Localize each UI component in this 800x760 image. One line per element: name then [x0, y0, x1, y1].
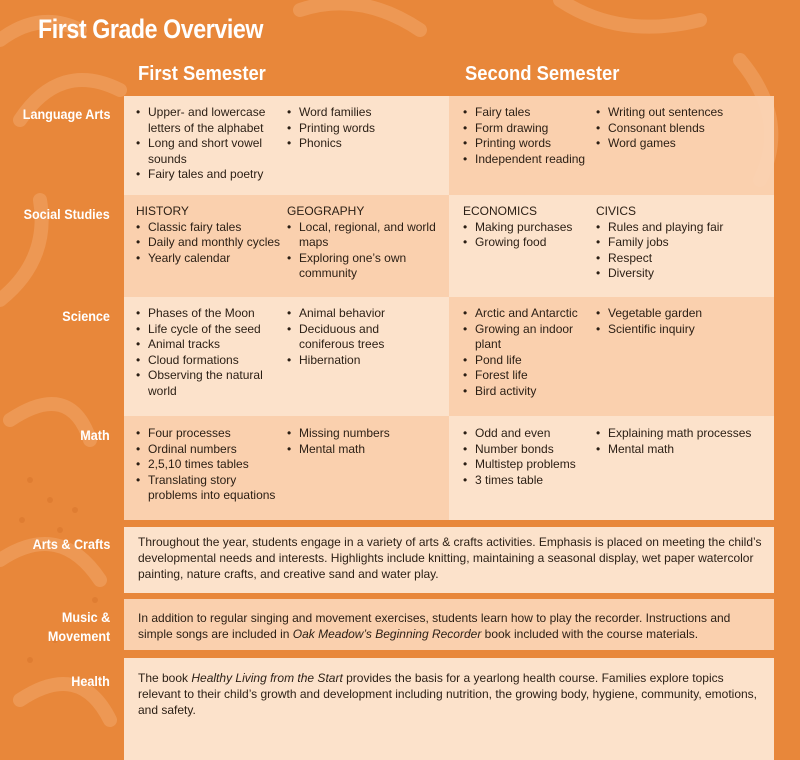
list-item: • Scientific inquiry — [596, 322, 766, 338]
list-item: • Growing food — [463, 235, 598, 251]
list-item: • Printing words — [287, 121, 437, 137]
science-s2-col2 — [596, 306, 766, 337]
row-label-math: Math — [80, 427, 110, 443]
list-item: • Long and short vowel sounds — [136, 136, 281, 167]
list-item: • Growing an indoor plant — [463, 322, 598, 353]
list-item: • Translating story problems into equations — [136, 473, 281, 504]
list-item: • Exploring one’s own community — [287, 251, 437, 282]
social-studies-s1-col2 — [287, 204, 437, 282]
list-item: • Mental math — [287, 442, 437, 458]
list-item: • Multistep problems — [463, 457, 598, 473]
list-item: • Explaining math processes — [596, 426, 766, 442]
list-item: • 2,5,10 times tables — [136, 457, 281, 473]
science-s1-col2 — [287, 306, 437, 368]
language-arts-s2-col1 — [463, 105, 598, 167]
list-item: • Four processes — [136, 426, 281, 442]
social-studies-s2-col2 — [596, 204, 766, 282]
list-item: • Upper- and lowercase letters of the alphabet — [136, 105, 281, 136]
science-s2-col1 — [463, 306, 598, 399]
list-item: • Local, regional, and world maps — [287, 220, 437, 251]
list-item: • Respect — [596, 251, 766, 267]
social-studies-s2-col1 — [463, 204, 598, 251]
list-item: • Hibernation — [287, 353, 437, 369]
list-item: • Word games — [596, 136, 766, 152]
list-item: • Diversity — [596, 266, 766, 282]
list-item: • Printing words — [463, 136, 598, 152]
second-semester-heading: Second Semester — [465, 63, 620, 85]
social-studies-s1-col1 — [136, 204, 281, 266]
list-item: • Word families — [287, 105, 437, 121]
list-item: • Daily and monthly cycles — [136, 235, 281, 251]
list-item: • Classic fairy tales — [136, 220, 281, 236]
music-label-line2: Movement — [47, 628, 110, 644]
math-s2-col1 — [463, 426, 598, 488]
civics-heading: CIVICS — [596, 204, 637, 218]
page-title: First Grade Overview — [38, 14, 263, 44]
health-text — [138, 670, 763, 718]
row-label-social-studies: Social Studies — [23, 206, 110, 222]
list-item: • Pond life — [463, 353, 598, 369]
list-item: • Phonics — [287, 136, 437, 152]
list-item: • Observing the natural world — [136, 368, 276, 399]
music-label-line1: Music & — [61, 609, 110, 625]
music-book-title: Oak Meadow’s Beginning Recorder — [292, 627, 482, 641]
list-item: • Deciduous and coniferous trees — [287, 322, 437, 353]
music-movement-text — [138, 610, 763, 642]
language-arts-s1-col2 — [287, 105, 437, 152]
music-text-start: In addition to regular singing and movement exercises, students learn how to play the recorder. Instructions and simple songs are included in — [138, 611, 731, 641]
health-text-end: provides the basis for a yearlong health course. Families explore topics relevant to their child’s growth and development including nutrition, the growing body, hygiene, community, emotions, and safety. — [138, 671, 758, 717]
list-item: • Bird activity — [463, 384, 598, 400]
language-arts-s2-col2 — [596, 105, 766, 152]
science-s1-col1 — [136, 306, 276, 399]
list-item: • Rules and playing fair — [596, 220, 766, 236]
list-item: • Fairy tales and poetry — [136, 167, 281, 183]
list-item: • Mental math — [596, 442, 766, 458]
geography-heading: GEOGRAPHY — [287, 204, 365, 218]
list-item: • Phases of the Moon — [136, 306, 276, 322]
music-text-end: book included with the course materials. — [481, 627, 699, 641]
list-item: • Cloud formations — [136, 353, 276, 369]
list-item: • 3 times table — [463, 473, 598, 489]
list-item: • Yearly calendar — [136, 251, 281, 267]
row-label-language-arts: Language Arts — [22, 106, 110, 122]
math-s1-col1 — [136, 426, 281, 504]
list-item: • Form drawing — [463, 121, 598, 137]
math-s2-col2 — [596, 426, 766, 457]
list-item: • Making purchases — [463, 220, 598, 236]
list-item: • Missing numbers — [287, 426, 437, 442]
economics-heading: ECONOMICS — [463, 204, 538, 218]
health-text-start: The book — [138, 671, 192, 685]
language-arts-s1-col1 — [136, 105, 281, 183]
list-item: • Independent reading — [463, 152, 598, 168]
list-item: • Animal tracks — [136, 337, 276, 353]
math-s1-col2 — [287, 426, 437, 457]
list-item: • Family jobs — [596, 235, 766, 251]
list-item: • Forest life — [463, 368, 598, 384]
list-item: • Odd and even — [463, 426, 598, 442]
list-item: • Number bonds — [463, 442, 598, 458]
row-label-science: Science — [62, 308, 110, 324]
first-semester-heading: First Semester — [138, 63, 266, 85]
list-item: • Writing out sentences — [596, 105, 766, 121]
row-label-arts-crafts: Arts & Crafts — [32, 536, 110, 552]
health-book-title: Healthy Living from the Start — [191, 671, 343, 685]
list-item: • Life cycle of the seed — [136, 322, 276, 338]
list-item: • Arctic and Antarctic — [463, 306, 598, 322]
arts-crafts-text: Throughout the year, students engage in a variety of arts & crafts activities. Emphasis is placed on meeting the child’s developmental needs and interests. Highlights include knitting, maintaining a seasonal display, wet paper watercolor painting, nature crafts, and creative sand and water play. — [138, 535, 762, 581]
list-item: • Consonant blends — [596, 121, 766, 137]
row-label-music-movement — [48, 608, 110, 646]
list-item: • Fairy tales — [463, 105, 598, 121]
list-item: • Ordinal numbers — [136, 442, 281, 458]
list-item: • Vegetable garden — [596, 306, 766, 322]
list-item: • Animal behavior — [287, 306, 437, 322]
history-heading: HISTORY — [136, 204, 189, 218]
row-label-health: Health — [71, 673, 110, 689]
